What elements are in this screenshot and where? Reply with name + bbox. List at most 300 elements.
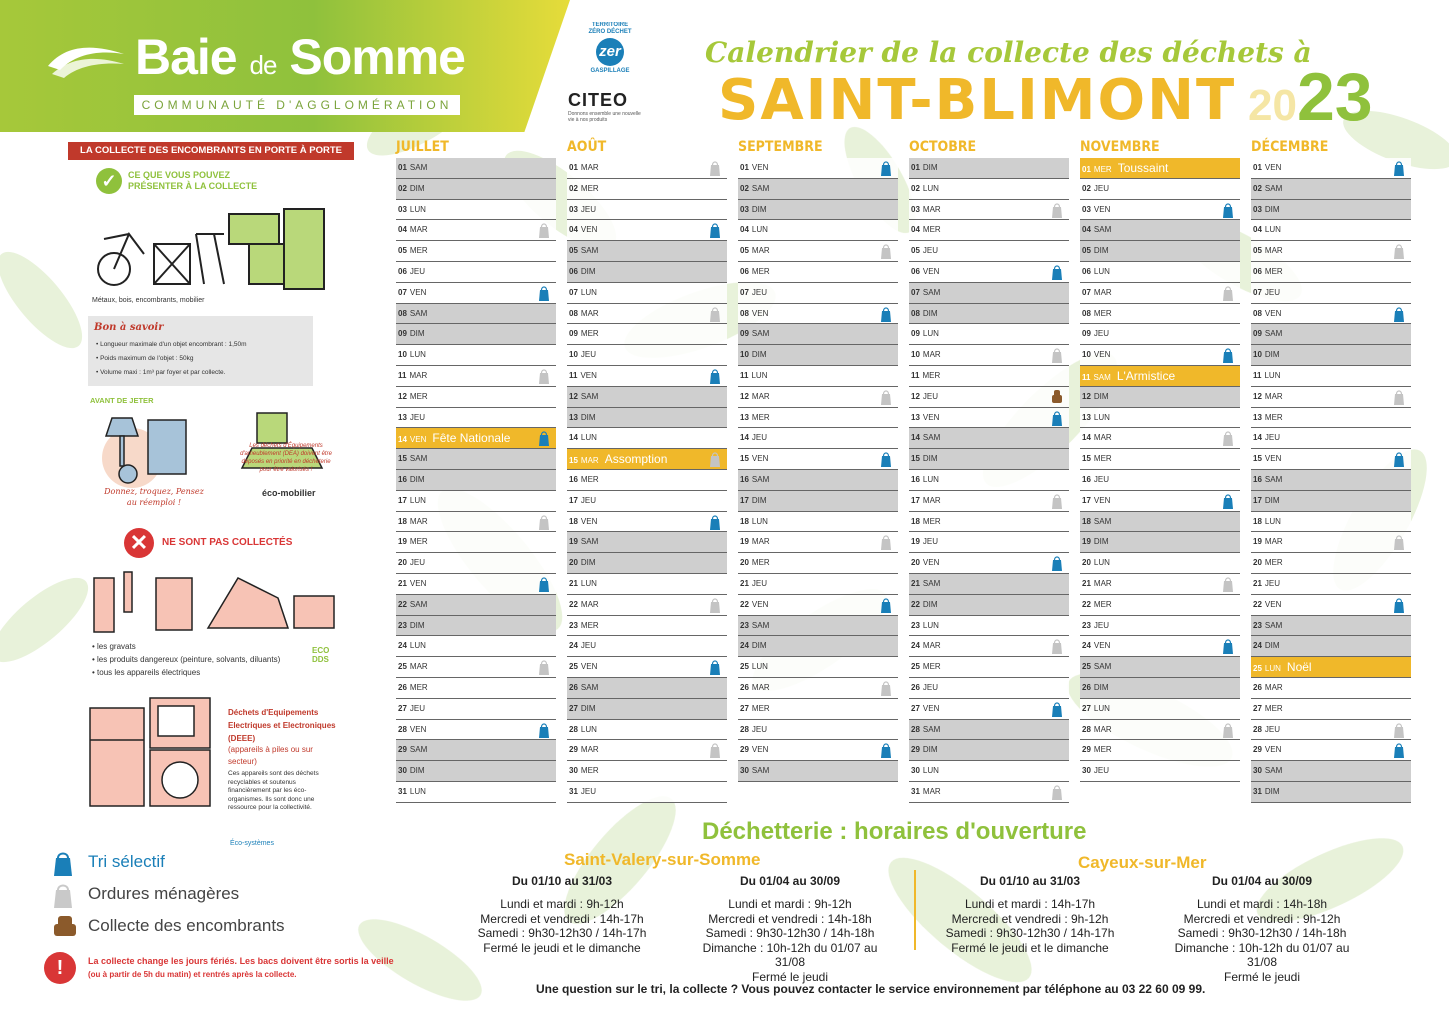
day-name: MAR — [580, 163, 599, 172]
brand-name: Baie de Somme — [135, 29, 465, 85]
page-title: Calendrier de la collecte des déchets à — [705, 36, 1312, 69]
day-name: LUN — [409, 350, 426, 360]
day-number: 14 — [398, 435, 407, 445]
day-row — [567, 636, 727, 657]
encombrants-title: LA COLLECTE DES ENCOMBRANTS EN PORTE À PORTE — [68, 142, 354, 160]
day-number: 18 — [1082, 516, 1091, 526]
day-number: 17 — [740, 495, 749, 505]
day-number: 30 — [1082, 766, 1091, 776]
day-number: 08 — [1253, 308, 1262, 318]
day-number: 14 — [1082, 433, 1091, 443]
day-name: DIM — [580, 703, 596, 713]
day-name: VEN — [409, 435, 427, 445]
day-name: VEN — [751, 163, 769, 172]
day-row — [1251, 532, 1411, 553]
day-row — [1080, 179, 1240, 200]
day-name: MER — [1264, 412, 1283, 422]
day-name: LUN — [580, 433, 597, 443]
day-name: SAM — [751, 620, 770, 630]
day-name: JEU — [409, 703, 426, 713]
day-number: 24 — [398, 641, 407, 651]
day-number: 01 — [1253, 163, 1262, 172]
day-row — [738, 345, 898, 366]
hours-line: Fermé le jeudi — [1223, 969, 1301, 984]
day-row — [567, 491, 727, 512]
day-name: MER — [1093, 745, 1112, 755]
dechetterie-hours — [930, 874, 1130, 955]
day-number: 16 — [569, 474, 578, 484]
day-row — [1080, 491, 1240, 512]
day-row — [738, 574, 898, 595]
ecosystemes-logo: Éco-systèmes — [230, 840, 274, 847]
day-name: SAM — [409, 599, 428, 609]
day-number: 07 — [911, 287, 920, 297]
day-number: 30 — [569, 766, 578, 776]
day-number: 26 — [1253, 682, 1262, 692]
grey-bag-icon — [1051, 638, 1063, 654]
day-name: DIM — [922, 745, 938, 755]
day-name: DIM — [1264, 495, 1280, 505]
day-number: 15 — [911, 454, 920, 464]
day-name: LUN — [1093, 266, 1110, 276]
day-row — [1251, 678, 1411, 699]
day-number: 21 — [1082, 578, 1091, 588]
day-name: LUN — [1264, 516, 1281, 526]
day-row — [1251, 366, 1411, 387]
day-row — [396, 491, 556, 512]
day-number: 10 — [1253, 350, 1262, 360]
before-throwing-title: AVANT DE JETER — [90, 396, 154, 405]
day-name: VEN — [1093, 204, 1111, 214]
day-number: 10 — [740, 350, 749, 360]
day-row — [1251, 720, 1411, 741]
day-number: 08 — [1082, 308, 1091, 318]
day-number: 01 — [569, 163, 578, 172]
day-row — [738, 428, 898, 449]
day-name: MER — [1264, 266, 1283, 276]
day-row — [738, 616, 898, 637]
day-row — [396, 220, 556, 241]
day-row — [909, 595, 1069, 616]
list-item: • tous les appareils électriques — [92, 668, 201, 677]
list-item: • Volume maxi : 1m³ par foyer et par collecte. — [96, 369, 226, 376]
day-name: JEU — [1093, 329, 1110, 339]
day-row — [396, 262, 556, 283]
day-name: MAR — [1093, 433, 1112, 443]
day-row — [567, 345, 727, 366]
day-number: 02 — [740, 183, 749, 193]
day-number: 11 — [740, 370, 749, 380]
day-name: SAM — [1264, 183, 1283, 193]
day-name: DIM — [409, 766, 425, 776]
day-row — [738, 657, 898, 678]
day-number: 25 — [569, 662, 578, 672]
day-name: VEN — [1264, 745, 1282, 755]
blue-bag-icon — [1051, 410, 1063, 426]
hours-line: Dimanche : 10h-12h du 01/07 au 31/08 — [702, 940, 878, 969]
day-name: VEN — [580, 662, 598, 672]
day-row — [1080, 304, 1240, 325]
day-number: 10 — [911, 350, 920, 360]
day-row — [909, 657, 1069, 678]
check-icon: ✓ — [96, 168, 122, 194]
day-name: DIM — [580, 558, 596, 568]
grey-bag-icon — [709, 160, 721, 176]
day-number: 23 — [1082, 620, 1091, 630]
day-name: MAR — [1093, 578, 1112, 588]
day-row — [738, 283, 898, 304]
blue-bag-icon — [538, 722, 550, 738]
day-row — [909, 428, 1069, 449]
day-row — [1251, 616, 1411, 637]
day-name: DIM — [409, 474, 425, 484]
day-number: 26 — [740, 682, 749, 692]
day-row — [567, 574, 727, 595]
day-number: 02 — [911, 183, 920, 193]
day-number: 09 — [911, 329, 920, 339]
day-number: 09 — [398, 329, 407, 339]
day-number: 25 — [1082, 662, 1091, 672]
day-row — [396, 574, 556, 595]
holiday-label: Noël — [1286, 660, 1312, 675]
day-number: 29 — [740, 745, 749, 755]
day-number: 31 — [569, 786, 578, 796]
day-row — [1251, 761, 1411, 782]
day-name: JEU — [922, 682, 939, 692]
day-number: 28 — [1253, 724, 1262, 734]
day-row — [909, 699, 1069, 720]
grey-bag-icon — [538, 368, 550, 384]
day-number: 12 — [740, 391, 749, 401]
day-name: VEN — [409, 578, 427, 588]
day-number: 25 — [911, 662, 920, 672]
day-number: 10 — [569, 350, 578, 360]
day-row — [1251, 179, 1411, 200]
grey-bag-icon — [709, 597, 721, 613]
month-column — [738, 136, 898, 782]
day-number: 06 — [740, 266, 749, 276]
day-row — [1080, 200, 1240, 221]
day-number: 30 — [911, 766, 920, 776]
day-number: 12 — [1082, 391, 1091, 401]
list-item: • les gravats — [92, 642, 136, 651]
day-number: 19 — [1082, 537, 1091, 547]
day-row — [396, 553, 556, 574]
day-name: MAR — [580, 599, 599, 609]
day-number: 07 — [569, 287, 578, 297]
day-name: MER — [922, 662, 941, 672]
blue-bag-icon — [1222, 638, 1234, 654]
day-number: 18 — [569, 516, 578, 526]
day-row — [738, 636, 898, 657]
day-row — [909, 512, 1069, 533]
day-row — [567, 366, 727, 387]
day-row — [396, 428, 556, 449]
day-name: VEN — [1093, 641, 1111, 651]
day-row — [909, 449, 1069, 470]
day-name: SAM — [1093, 516, 1112, 526]
day-name: MER — [580, 329, 599, 339]
day-number: 16 — [1253, 474, 1262, 484]
day-number: 20 — [569, 558, 578, 568]
day-name: MER — [1093, 308, 1112, 318]
dechetterie-title: Déchetterie : horaires d'ouverture — [702, 818, 1087, 845]
day-name: SAM — [1093, 662, 1112, 672]
year-badge: 2023 — [1248, 59, 1373, 135]
day-row — [738, 720, 898, 741]
day-row — [1251, 657, 1411, 678]
day-row — [1080, 408, 1240, 429]
hours-line: Mercredi et vendredi : 9h-12h — [1183, 911, 1341, 926]
day-number: 03 — [1082, 204, 1091, 214]
day-number: 09 — [1082, 329, 1091, 339]
day-name: SAM — [751, 766, 770, 776]
day-number: 27 — [1253, 703, 1262, 713]
day-name: MAR — [1264, 682, 1283, 692]
day-name: SAM — [1264, 474, 1283, 484]
day-row — [567, 512, 727, 533]
day-number: 18 — [911, 516, 920, 526]
blue-bag-icon — [1222, 493, 1234, 509]
month-name: SEPTEMBRE — [738, 139, 823, 155]
blue-bag-icon — [1393, 160, 1405, 176]
day-name: VEN — [580, 516, 598, 526]
day-name: SAM — [409, 308, 428, 318]
day-name: JEU — [751, 433, 768, 443]
day-number: 20 — [1253, 558, 1262, 568]
day-name: DIM — [751, 350, 767, 360]
day-number: 26 — [569, 682, 578, 692]
month-column — [909, 136, 1069, 803]
day-row — [396, 761, 556, 782]
day-number: 12 — [569, 391, 578, 401]
day-row — [396, 179, 556, 200]
day-row — [909, 761, 1069, 782]
day-row — [1251, 449, 1411, 470]
blue-bag-icon — [538, 285, 550, 301]
day-number: 28 — [569, 724, 578, 734]
day-row — [567, 553, 727, 574]
grey-bag-icon — [1393, 389, 1405, 405]
day-number: 05 — [398, 246, 407, 256]
day-row — [1080, 532, 1240, 553]
day-number: 20 — [911, 558, 920, 568]
day-row — [909, 408, 1069, 429]
hours-line: Mercredi et vendredi : 9h-12h — [951, 911, 1109, 926]
day-row — [738, 408, 898, 429]
day-row — [909, 241, 1069, 262]
day-name: MAR — [922, 641, 941, 651]
day-row — [1080, 428, 1240, 449]
day-row — [1251, 158, 1411, 179]
day-row — [1080, 241, 1240, 262]
day-number: 11 — [398, 370, 407, 380]
month-name: NOVEMBRE — [1080, 139, 1160, 155]
day-name: LUN — [922, 329, 939, 339]
blue-bag-icon — [1222, 202, 1234, 218]
day-number: 24 — [1082, 641, 1091, 651]
grey-bag-icon — [1393, 722, 1405, 738]
hours-line: Mercredi et vendredi : 14h-17h — [480, 911, 644, 926]
day-number: 06 — [398, 266, 407, 276]
day-row — [1080, 740, 1240, 761]
day-row — [567, 678, 727, 699]
day-name: JEU — [409, 266, 426, 276]
day-number: 03 — [1253, 204, 1262, 214]
day-row — [1251, 345, 1411, 366]
day-number: 17 — [398, 495, 407, 505]
month-name: AOÛT — [567, 139, 607, 155]
day-name: LUN — [922, 766, 939, 776]
day-row — [909, 553, 1069, 574]
day-number: 31 — [911, 786, 920, 796]
day-row — [909, 283, 1069, 304]
day-row — [396, 720, 556, 741]
day-number: 13 — [569, 412, 578, 422]
day-number: 19 — [569, 537, 578, 547]
day-row — [909, 345, 1069, 366]
hours-line: Lundi et mardi : 14h-17h — [964, 897, 1096, 911]
day-row — [567, 387, 727, 408]
day-name: MAR — [922, 495, 941, 505]
day-row — [567, 428, 727, 449]
month-name: OCTOBRE — [909, 139, 977, 155]
day-row — [567, 595, 727, 616]
day-row — [909, 782, 1069, 803]
blue-bag-icon — [538, 430, 550, 446]
day-row — [909, 304, 1069, 325]
day-number: 05 — [1253, 246, 1262, 256]
day-number: 14 — [569, 433, 578, 443]
day-number: 06 — [1082, 266, 1091, 276]
day-number: 19 — [911, 537, 920, 547]
grey-bag-icon — [1051, 493, 1063, 509]
day-name: MER — [1093, 599, 1112, 609]
day-name: VEN — [751, 745, 769, 755]
day-name: MER — [1264, 558, 1283, 568]
day-row — [1251, 387, 1411, 408]
day-row — [909, 179, 1069, 200]
day-number: 23 — [398, 620, 407, 630]
grey-bag-icon — [538, 222, 550, 238]
day-name: LUN — [751, 662, 768, 672]
day-name: MAR — [409, 370, 428, 380]
day-name: MAR — [409, 225, 428, 235]
day-name: JEU — [751, 724, 768, 734]
day-name: MAR — [1264, 246, 1283, 256]
allowed-items-caption: Métaux, bois, encombrants, mobilier — [92, 297, 205, 304]
day-row — [738, 324, 898, 345]
armchair-icon — [1051, 389, 1063, 405]
day-number: 16 — [911, 474, 920, 484]
day-number: 29 — [569, 745, 578, 755]
dea-notice: Les déchets d'Équipements d'ameublement (DEA) doivent être déposés en priorité en déchèterie pour être valorisés ! — [240, 443, 332, 473]
day-row — [1080, 345, 1240, 366]
day-row — [567, 408, 727, 429]
day-name: LUN — [409, 641, 426, 651]
day-number: 23 — [740, 620, 749, 630]
day-row — [1080, 220, 1240, 241]
day-row — [1080, 574, 1240, 595]
day-name: JEU — [751, 578, 768, 588]
day-number: 24 — [911, 641, 920, 651]
day-number: 13 — [911, 412, 920, 422]
day-name: DIM — [1093, 391, 1109, 401]
day-name: MER — [751, 266, 770, 276]
day-name: JEU — [1093, 183, 1110, 193]
citeo-logo: CITEO Donnons ensemble une nouvelle vie à nos produits — [568, 90, 641, 123]
day-name: LUN — [1093, 412, 1110, 422]
day-name: DIM — [409, 329, 425, 339]
day-name: DIM — [922, 308, 938, 318]
day-number: 22 — [911, 599, 920, 609]
day-name: DIM — [1093, 246, 1109, 256]
day-name: JEU — [580, 786, 597, 796]
day-number: 13 — [1082, 412, 1091, 422]
day-row — [1251, 324, 1411, 345]
day-row — [567, 616, 727, 637]
day-name: DIM — [1264, 641, 1280, 651]
day-row — [567, 304, 727, 325]
day-number: 04 — [1253, 225, 1262, 235]
day-row — [1251, 782, 1411, 803]
contact-line: Une question sur le tri, la collecte ? Vous pouvez contacter le service environnement par téléphone au 03 22 60 09 99. — [536, 982, 1206, 996]
blue-bag-icon — [880, 306, 892, 322]
day-name: JEU — [580, 495, 597, 505]
day-name: MAR — [409, 662, 428, 672]
day-name: VEN — [922, 412, 940, 422]
day-name: SAM — [409, 163, 428, 172]
grey-bag-icon — [1393, 534, 1405, 550]
list-item: • Longueur maximale d'un objet encombrant : 1,50m — [96, 341, 247, 348]
day-name: SAM — [922, 287, 941, 297]
day-number: 04 — [911, 225, 920, 235]
day-number: 31 — [398, 786, 407, 796]
day-number: 05 — [569, 246, 578, 256]
day-row — [1251, 574, 1411, 595]
day-name: VEN — [1264, 599, 1282, 609]
day-row — [396, 512, 556, 533]
day-number: 24 — [740, 641, 749, 651]
day-name: MAR — [751, 391, 770, 401]
day-number: 30 — [740, 766, 749, 776]
day-row — [909, 616, 1069, 637]
day-row — [396, 304, 556, 325]
day-number: 27 — [569, 703, 578, 713]
day-row — [909, 387, 1069, 408]
month-column — [1080, 136, 1240, 782]
day-name: DIM — [1264, 786, 1280, 796]
day-number: 27 — [740, 703, 749, 713]
day-row — [567, 200, 727, 221]
day-name: DIM — [1264, 204, 1280, 214]
day-name: DIM — [922, 163, 938, 172]
day-number: 01 — [740, 163, 749, 172]
day-name: MAR — [922, 204, 941, 214]
day-number: 22 — [1082, 599, 1091, 609]
day-name: MER — [580, 766, 599, 776]
day-name: MER — [922, 516, 941, 526]
day-number: 02 — [1253, 183, 1262, 193]
day-number: 27 — [911, 703, 920, 713]
day-name: MER — [1093, 454, 1112, 464]
day-row — [567, 179, 727, 200]
day-row — [567, 532, 727, 553]
day-number: 21 — [398, 578, 407, 588]
day-name: JEU — [922, 537, 939, 547]
dechetterie-hours — [462, 874, 662, 955]
day-number: 08 — [740, 308, 749, 318]
